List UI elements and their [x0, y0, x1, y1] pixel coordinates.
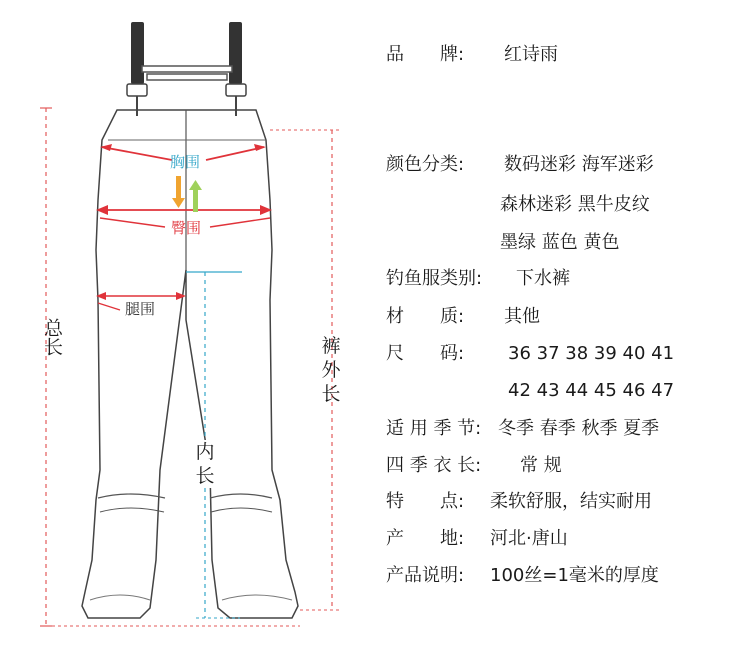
spec-value: 常 规	[520, 455, 562, 476]
spec-value: 柔软舒服，结实耐用	[490, 491, 652, 512]
suspender-straps	[127, 22, 246, 116]
spec-key: 产品说明:	[386, 565, 465, 586]
wader-outline	[82, 110, 298, 618]
inner-length-label: 内长	[195, 441, 215, 487]
spec-key: 尺 码:	[386, 343, 465, 364]
spec-key: 四 季 衣 长:	[386, 455, 482, 476]
spec-value: 冬季 春季 秋季 夏季	[498, 418, 660, 439]
spec-value: 红诗雨	[504, 44, 558, 65]
spec-value: 数码迷彩 海军迷彩	[504, 154, 654, 175]
spec-key: 适 用 季 节:	[386, 418, 482, 439]
spec-value: 下水裤	[516, 268, 570, 289]
spec-value: 100丝=1毫米的厚度	[490, 565, 659, 586]
total-length-guide	[40, 108, 52, 626]
spec-value: 河北·唐山	[490, 528, 568, 549]
spec-key: 钓鱼服类别:	[386, 268, 483, 289]
outer-length-label: 裤外长	[321, 335, 341, 405]
color-line-2: 森林迷彩 黑牛皮纹	[500, 194, 650, 215]
chest-label: 胸围	[170, 153, 201, 171]
spec-value: 其他	[504, 306, 540, 327]
spec-key: 品 牌:	[386, 44, 465, 65]
total-length-label: 总长	[41, 318, 63, 356]
hip-label: 臀围	[171, 219, 202, 237]
spec-value: 36 37 38 39 40 41	[508, 343, 675, 364]
size-line-2: 42 43 44 45 46 47	[508, 380, 675, 401]
center-arrows	[172, 176, 202, 212]
spec-key: 材 质:	[386, 306, 465, 327]
color-line-3: 墨绿 蓝色 黄色	[500, 232, 620, 253]
spec-key: 颜色分类:	[386, 154, 465, 175]
thigh-label: 腿围	[125, 300, 156, 318]
spec-key: 特 点:	[386, 491, 465, 512]
spec-key: 产 地:	[386, 528, 465, 549]
